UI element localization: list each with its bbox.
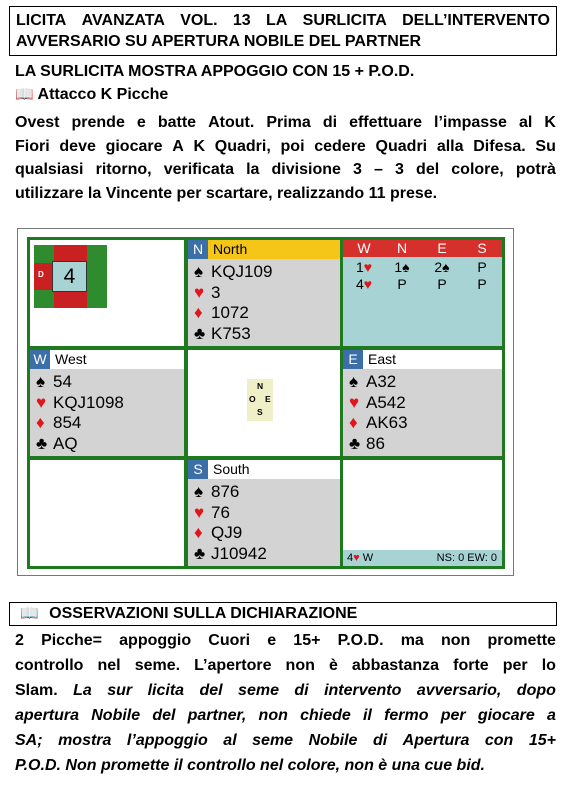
word: mostra — [58, 732, 112, 749]
word: seme. — [134, 657, 181, 674]
contract-level: 4 — [347, 552, 354, 564]
declarer: W — [362, 552, 374, 564]
diamond-icon: ♦ — [349, 413, 358, 432]
book-icon: 📖 — [15, 86, 34, 103]
word: potrà — [515, 161, 556, 178]
spade-icon: ♠ — [442, 259, 450, 275]
title-line-1 — [16, 10, 550, 31]
south-name: South — [213, 461, 250, 477]
score: NS: 0 EW: 0 — [436, 552, 497, 564]
contract — [347, 551, 373, 565]
word: apertura — [15, 707, 80, 724]
south-cards — [188, 482, 267, 564]
spade-icon: ♠ — [349, 372, 359, 391]
word: DELL’INTERVENTO — [402, 12, 550, 29]
word: – — [374, 161, 383, 178]
word: 3 — [395, 161, 404, 178]
word: al — [518, 114, 533, 131]
word: lo — [541, 657, 556, 674]
observations-header — [9, 602, 557, 626]
compass-icon — [247, 379, 273, 421]
word: forte — [453, 657, 489, 674]
north-diamonds: 1072 — [211, 303, 249, 322]
word: e — [136, 114, 146, 131]
word: Atout. — [208, 114, 255, 131]
word: Su — [535, 137, 556, 155]
spade-icon: ♠ — [402, 259, 410, 275]
heart-icon: ♥ — [363, 276, 373, 292]
dealer-letter: D — [38, 270, 44, 279]
word: l’impasse — [434, 114, 507, 131]
board-grid — [27, 237, 505, 569]
north-hearts: 3 — [211, 282, 221, 302]
word: di — [294, 682, 309, 699]
word: del — [152, 707, 176, 724]
subtitle: LA SURLICITA MOSTRA APPOGGIO CON 15 + P.O.D. — [15, 63, 415, 80]
west-header — [30, 350, 184, 369]
south-hand — [188, 460, 340, 566]
word: cedere — [314, 137, 366, 155]
word: divisione — [271, 161, 341, 178]
bidding-table — [343, 240, 502, 346]
word: giocare — [105, 137, 163, 155]
paragraph-2 — [15, 628, 556, 778]
north-clubs: K753 — [211, 323, 251, 343]
para2-line-3 — [15, 678, 556, 703]
north-header — [188, 240, 340, 259]
word: K — [544, 114, 556, 131]
bidding-header-s: S — [477, 240, 487, 256]
north-hand — [188, 240, 340, 346]
word: di — [322, 114, 338, 131]
word: del — [416, 161, 440, 178]
compass-o: O — [249, 394, 256, 404]
word: a — [546, 707, 556, 724]
word: è — [328, 657, 338, 674]
word: VOL. — [180, 12, 218, 29]
word: avversario, — [416, 682, 502, 699]
compass-n: N — [257, 381, 264, 391]
diamond-icon: ♦ — [194, 303, 203, 322]
word: alla — [436, 137, 464, 155]
west-clubs: AQ — [53, 433, 78, 453]
south-clubs: J10942 — [211, 543, 267, 563]
word: SURLICITA — [302, 12, 387, 29]
para1-line-1 — [15, 111, 556, 135]
word: LICITA — [16, 12, 67, 29]
word: La — [73, 682, 92, 699]
status-cell — [343, 460, 502, 566]
club-icon: ♣ — [349, 433, 361, 453]
para2-line-2 — [15, 653, 556, 678]
bidding-header-w: W — [357, 240, 371, 256]
word: L’apertore — [194, 657, 272, 674]
east-spades: A32 — [366, 372, 397, 391]
diamond-icon: ♦ — [194, 523, 203, 542]
word: batte — [157, 114, 197, 131]
book-icon: 📖 — [20, 605, 39, 622]
word: Quadri, — [214, 137, 271, 155]
bid: P — [477, 276, 487, 292]
word: e — [267, 632, 277, 649]
paragraph-1 — [15, 111, 556, 205]
word: Nobile — [308, 732, 358, 749]
word: A — [172, 137, 184, 155]
word: AVANZATA — [81, 12, 165, 29]
word: del — [199, 682, 223, 699]
spade-icon: ♠ — [36, 372, 46, 391]
word: giocare — [477, 707, 535, 724]
word: poi — [280, 137, 305, 155]
word: la — [246, 161, 260, 178]
east-letter: E — [343, 350, 363, 369]
bid: 4♥ — [355, 276, 373, 292]
heart-icon: ♥ — [349, 392, 360, 412]
west-hand — [30, 350, 184, 456]
para2-line-5 — [15, 728, 556, 753]
word: Difesa. — [473, 137, 526, 155]
club-icon: ♣ — [36, 433, 48, 453]
word: al — [223, 732, 237, 749]
word: ritorno, — [95, 161, 152, 178]
east-cards — [343, 372, 408, 454]
west-cards — [30, 372, 124, 454]
lead-line — [15, 84, 168, 105]
bid: 1♥ — [355, 259, 373, 275]
word: seme — [238, 682, 279, 699]
word: non — [440, 632, 471, 649]
west-letter: W — [30, 350, 50, 369]
word: con — [484, 732, 514, 749]
east-hearts: A542 — [366, 392, 406, 412]
word: non — [285, 657, 315, 674]
word: Prima — [266, 114, 311, 131]
word: per — [440, 707, 466, 724]
para1-line-2 — [15, 135, 556, 159]
word: licita — [147, 682, 185, 699]
east-clubs: 86 — [366, 433, 385, 453]
word: deve — [59, 137, 96, 155]
word: partner, — [187, 707, 247, 724]
word: P.O.D. — [337, 632, 384, 649]
south-diamonds: QJ9 — [211, 523, 243, 542]
word: qualsiasi — [15, 161, 84, 178]
word: Slam. — [15, 682, 58, 699]
west-hearts: KQJ1098 — [53, 392, 124, 412]
east-header — [343, 350, 502, 369]
para1-line-4: utilizzare la Vincente per scartare, realizzando 11 prese. — [15, 184, 438, 202]
word: effettuare — [349, 114, 422, 131]
title-line-2: AVVERSARIO SU APERTURA NOBILE DEL PARTNER — [16, 33, 422, 50]
south-hearts: 76 — [211, 502, 230, 522]
word: ma — [400, 632, 424, 649]
word: di — [372, 732, 388, 749]
word: LA — [266, 12, 288, 29]
bid: P — [397, 276, 407, 292]
east-hand — [343, 350, 502, 456]
para2-line-1 — [15, 628, 556, 653]
bid: 1♠ — [394, 259, 410, 275]
word: appoggio — [119, 632, 192, 649]
word: Cuori — [208, 632, 251, 649]
word: Fiori — [15, 137, 50, 155]
word: Apertura — [402, 732, 470, 749]
status-bar — [343, 550, 502, 566]
bid: P — [437, 276, 447, 292]
dealer-box — [34, 245, 107, 308]
bid: P — [477, 259, 487, 275]
word: K — [193, 137, 206, 155]
word: Quadri — [375, 137, 428, 155]
bidding-header — [343, 240, 502, 257]
south-spades: 876 — [211, 482, 240, 501]
compass-s: S — [257, 407, 263, 417]
compass-e: E — [265, 394, 271, 404]
title-box — [9, 6, 557, 56]
word: 15+ — [528, 732, 556, 749]
empty-cell — [30, 460, 184, 566]
heart-icon: ♥ — [363, 259, 373, 275]
word: 15+ — [293, 632, 321, 649]
word: colore, — [451, 161, 504, 178]
word: chiede — [300, 707, 351, 724]
word: dopo — [516, 682, 556, 699]
word: per — [502, 657, 528, 674]
south-header — [188, 460, 340, 479]
club-icon: ♣ — [194, 543, 206, 563]
word: il — [362, 707, 372, 724]
word: SA; — [15, 732, 43, 749]
word: nel — [97, 657, 121, 674]
bidding-header-n: N — [396, 240, 408, 256]
east-diamonds: AK63 — [366, 413, 408, 432]
word: l’appoggio — [126, 732, 208, 749]
bidding-header-e: E — [437, 240, 447, 256]
word: controllo — [15, 657, 84, 674]
north-name: North — [213, 241, 248, 257]
board-number: 4 — [52, 261, 87, 292]
spade-icon: ♠ — [194, 482, 204, 501]
para2-line-4 — [15, 703, 556, 728]
lead-text: Attacco K Picche — [37, 86, 169, 103]
word: intervento — [324, 682, 402, 699]
north-letter: N — [188, 240, 208, 259]
word: 13 — [232, 12, 251, 29]
west-diamonds: 854 — [53, 413, 82, 432]
observations-title: OSSERVAZIONI SULLA DICHIARAZIONE — [49, 605, 358, 622]
word: seme — [252, 732, 294, 749]
diamond-icon: ♦ — [36, 413, 45, 432]
para2-line-6: P.O.D. Non promette il controllo nel colore, non è una cue bid. — [15, 757, 485, 774]
club-icon: ♣ — [194, 323, 206, 343]
west-name: West — [55, 351, 87, 367]
word: 3 — [353, 161, 362, 178]
word: verificata — [163, 161, 234, 178]
word: abbastanza — [351, 657, 440, 674]
west-spades: 54 — [53, 372, 72, 391]
bridge-diagram — [17, 228, 514, 576]
center-cell — [188, 350, 340, 456]
spade-icon: ♠ — [194, 262, 204, 281]
heart-icon: ♥ — [353, 552, 360, 564]
heart-icon: ♥ — [36, 392, 47, 412]
word: non — [258, 707, 288, 724]
word: fermo — [384, 707, 429, 724]
word: sur — [107, 682, 133, 699]
word: prende — [71, 114, 125, 131]
word: Picche= — [41, 632, 102, 649]
heart-icon: ♥ — [194, 502, 205, 522]
word: Nobile — [91, 707, 141, 724]
para1-line-3 — [15, 158, 556, 182]
north-spades: KQJ109 — [211, 262, 273, 281]
south-letter: S — [188, 460, 208, 479]
dealer-cell — [30, 240, 184, 346]
heart-icon: ♥ — [194, 282, 205, 302]
north-cards — [188, 262, 272, 344]
bid: 2♠ — [434, 259, 450, 275]
word: promette — [487, 632, 556, 649]
word: Ovest — [15, 114, 60, 131]
east-name: East — [368, 351, 397, 367]
word: 2 — [15, 632, 24, 649]
